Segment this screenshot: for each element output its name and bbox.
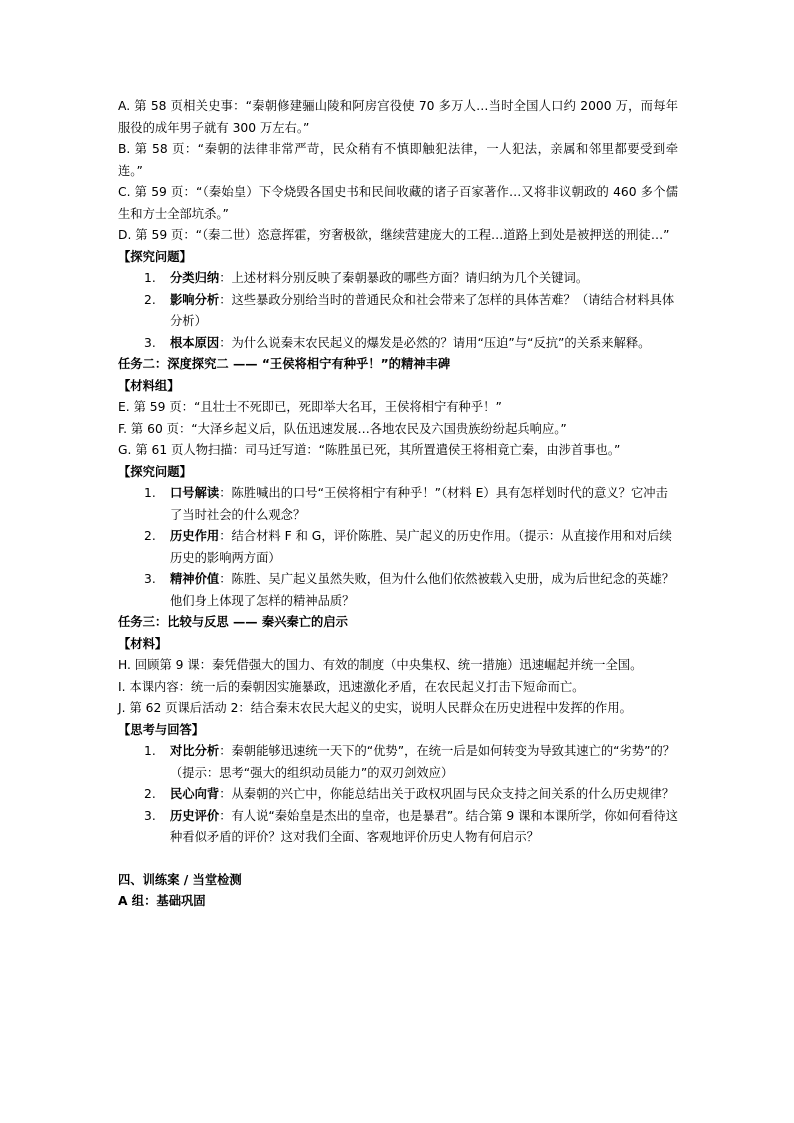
question-item xyxy=(118,784,678,806)
question-text: ：为什么说秦末农民起义的爆发是必然的？请用“压迫”与“反抗”的关系来解释。 xyxy=(219,335,651,350)
inquiry-heading-2: 【探究问题】 xyxy=(118,464,192,479)
material-item: J. 第 62 页课后活动 2：结合秦末农民大起义的史实，说明人民群众在历史进程中发挥的作用。 xyxy=(118,701,632,715)
question-text: ：秦朝能够迅速统一天下的“优势”，在统一后是如何转变为导致其速亡的“劣势”的？（提示：思考“强大的组织动员能力”的双刃剑效应） xyxy=(170,744,676,780)
reflection-questions xyxy=(118,741,678,849)
question-number: 1. xyxy=(144,744,156,758)
material-item: G. 第 61 页人物扫描：司马迁写道：“陈胜虽已死，其所置遣侯王将相竟亡秦，由涉首事也。” xyxy=(118,443,621,457)
inquiry-questions-1 xyxy=(118,268,678,354)
question-item xyxy=(118,268,678,290)
material-item: C. 第 59 页：“（秦始皇）下令烧毁各国史书和民间收藏的诸子百家著作…又将非议朝政的 460 多个儒生和方士全部坑杀。” xyxy=(118,185,678,221)
question-keyword: 对比分析 xyxy=(170,744,220,758)
material-item: B. 第 58 页：“秦朝的法律非常严苛，民众稍有不慎即触犯法律，一人犯法，亲属和邻里都要受到牵连。” xyxy=(118,142,678,178)
question-item xyxy=(118,806,678,849)
question-number: 2. xyxy=(144,292,156,307)
question-keyword: 历史作用 xyxy=(170,529,220,543)
reflection-heading: 【思考与回答】 xyxy=(118,722,205,737)
question-item xyxy=(118,290,678,333)
material-item: H. 回顾第 9 课：秦凭借强大的国力、有效的制度（中央集权、统一措施）迅速崛起并统一全国。 xyxy=(118,658,643,672)
material-item: A. 第 58 页相关史事：“秦朝修建骊山陵和阿房宫役使 70 多万人…当时全国人口约 2000 万，而每年服役的成年男子就有 300 万左右。” xyxy=(118,99,678,135)
question-item xyxy=(118,483,678,526)
materials-heading-2: 【材料组】 xyxy=(118,378,180,393)
question-text: ：这些暴政分别给当时的普通民众和社会带来了怎样的具体苦难？（请结合材料具体分析） xyxy=(170,292,675,328)
task-2-title: 任务二：深度探究二 —— “王侯将相宁有种乎！”的精神丰碑 xyxy=(118,357,451,371)
question-number: 1. xyxy=(144,271,156,285)
inquiry-heading-1: 【探究问题】 xyxy=(118,249,192,264)
question-keyword: 口号解读 xyxy=(170,486,220,500)
inquiry-questions-2 xyxy=(118,483,678,612)
question-keyword: 历史评价 xyxy=(170,808,220,823)
task-3-title: 任务三：比较与反思 —— 秦兴秦亡的启示 xyxy=(118,615,348,629)
question-keyword: 根本原因 xyxy=(170,335,220,350)
question-number: 2. xyxy=(144,529,156,543)
question-number: 3. xyxy=(144,572,156,586)
question-keyword: 精神价值 xyxy=(170,572,220,586)
question-text: ：陈胜喊出的口号“王侯将相宁有种乎！”（材料 E）具有怎样划时代的意义？它冲击了当时社会的什么观念？ xyxy=(170,486,668,522)
question-number: 2. xyxy=(144,787,156,801)
materials-group-3 xyxy=(118,655,678,720)
question-number: 3. xyxy=(144,808,156,823)
question-item xyxy=(118,333,678,355)
question-keyword: 影响分析 xyxy=(170,292,220,307)
materials-heading-3: 【材料】 xyxy=(118,636,168,651)
material-item: D. 第 59 页：“（秦二世）恣意挥霍，穷奢极欲，继续营建庞大的工程…道路上到处是被押送的刑徒…” xyxy=(118,228,670,242)
question-text: ：从秦朝的兴亡中，你能总结出关于政权巩固与民众支持之间关系的什么历史规律？ xyxy=(219,787,675,801)
section-4-title: 四、训练案 / 当堂检测 xyxy=(118,872,242,887)
document-body xyxy=(118,96,678,913)
question-number: 3. xyxy=(144,335,156,350)
group-a-title: A 组：基础巩固 xyxy=(118,894,206,908)
question-text: ：陈胜、吴广起义虽然失败，但为什么他们依然被载入史册，成为后世纪念的英雄？他们身上体现了怎样的精神品质？ xyxy=(170,572,675,608)
question-text: ：有人说“秦始皇是杰出的皇帝，也是暴君”。结合第 9 课和本课所学，你如何看待这种看似矛盾的评价？这对我们全面、客观地评价历史人物有何启示？ xyxy=(170,808,678,844)
question-item xyxy=(118,526,678,569)
materials-group-1 xyxy=(118,96,678,247)
question-item xyxy=(118,741,678,784)
question-text: ：上述材料分别反映了秦朝暴政的哪些方面？请归纳为几个关键词。 xyxy=(219,271,589,285)
material-item: E. 第 59 页：“且壮士不死即已，死即举大名耳，王侯将相宁有种乎！” xyxy=(118,400,502,414)
material-item: F. 第 60 页：“大泽乡起义后，队伍迅速发展…各地农民及六国贵族纷纷起兵响应。” xyxy=(118,421,567,436)
question-number: 1. xyxy=(144,486,156,500)
question-item xyxy=(118,569,678,612)
question-keyword: 分类归纳 xyxy=(170,271,220,285)
material-item: I. 本课内容：统一后的秦朝因实施暴政，迅速激化矛盾，在农民起义打击下短命而亡。 xyxy=(118,679,585,694)
question-keyword: 民心向背 xyxy=(170,787,220,801)
materials-group-2 xyxy=(118,397,678,462)
question-text: ：结合材料 F 和 G，评价陈胜、吴广起义的历史作用。（提示：从直接作用和对后续历史的影响两方面） xyxy=(170,529,672,565)
